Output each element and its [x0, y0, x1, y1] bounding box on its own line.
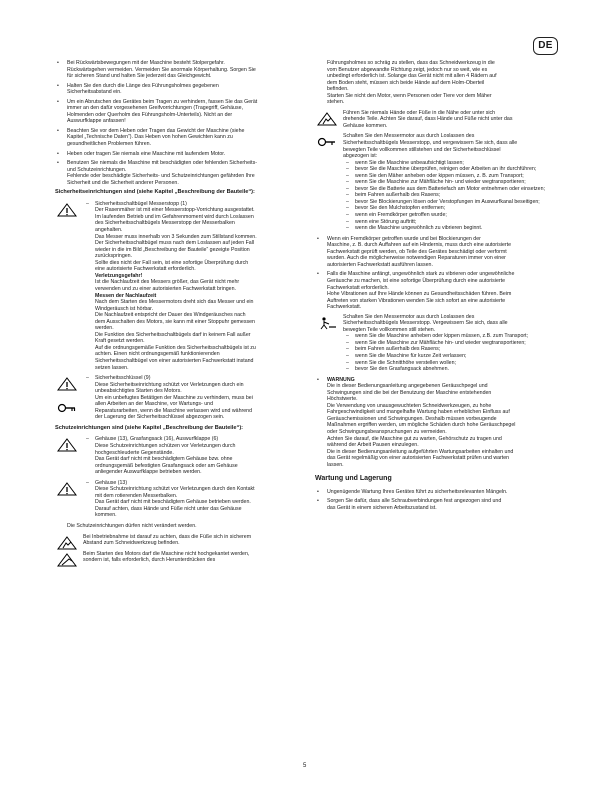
- text-line: Das Gerät darf nicht mit beschädigtem Gehäuse bzw. ohne: [95, 456, 233, 463]
- dash-item: – wenn Sie den Mäher anheben oder kippen müssen, z. B. zum Transport;: [343, 173, 565, 180]
- item-starting-tilt: [55, 551, 305, 564]
- text-line: autorisierten Fachwerkstatt ausführen lassen.: [327, 261, 433, 268]
- text-line: dem Boden steht, müssen sich beide Hände auf dem Holm-Oberteil: [327, 79, 485, 86]
- text-line: während der Arbeit Pausen einzulegen.: [327, 442, 419, 449]
- text-line: angehalten.: [95, 227, 123, 234]
- bullet-damaged-safety: [55, 160, 305, 186]
- text-line: Diese Schutzeinrichtung schützt vor Verletzungen durch den Kontakt: [95, 486, 255, 493]
- text-line: Die in dieser Bedienungsanleitung aufgeführten Wartungsarbeiten einhalten und: [327, 448, 514, 455]
- housing-contact-warning-icon: [57, 482, 77, 496]
- text-line: Kraft gesetzt werden.: [95, 338, 145, 345]
- text-line: Kapitel „Technische Daten“). Das Heben von hohen Gewichten kann zu: [67, 134, 233, 141]
- text-line: Führen Sie niemals Hände oder Füße in die Nähe oder unter sich: [343, 109, 496, 116]
- text-line: • Beachten Sie vor dem Heben oder Tragen das Gewicht der Maschine (siehe: [67, 127, 245, 134]
- stop-conditions-list-2: [343, 333, 565, 372]
- text-line: Auswurfklappe anfassen!: [67, 118, 126, 125]
- text-line: – Sicherheitsschaltbügel Messerstopp (1): [95, 200, 187, 207]
- text-line: • Halten Sie den durch die Länge des Führungsholmes gegebenen: [67, 82, 219, 89]
- text-line: Fachwerkstatt.: [327, 304, 362, 311]
- text-line: Geräuschemissionen und Schwingungen. Deshalb müssen vorbeugende: [327, 415, 497, 422]
- text-line: Sollte dies nicht der Fall sein, ist eine sofortige Überprüfung durch: [95, 259, 249, 266]
- injury-risk-label: Verletzungsgefahr!: [95, 272, 143, 279]
- warning-title: • WARNUNG: [327, 376, 355, 383]
- text-line: Auf die ordnungsgemäße Funktion des Sicherheitsschaltbügels ist zu: [95, 344, 256, 351]
- text-line: und Schutzeinrichtungen.: [67, 166, 127, 173]
- text-line: Sicherheitsschaltbügel von einer autorisierten Fachwerkstatt instand: [95, 357, 254, 364]
- dash-item: – wenn eine Störung auftritt;: [343, 219, 565, 226]
- stop-blade-motor-text: [343, 133, 565, 231]
- text-line: Fachwerkstatt geprüft werden, ob Teile des Gerätes beschädigt oder verformt: [327, 248, 507, 255]
- bullet-warning: [315, 377, 565, 469]
- left-column: [55, 60, 305, 568]
- text-line: Sicherheitsschaltbügels Messerstopp. Vergewissern Sie sich, dass alle: [343, 320, 508, 327]
- runout-time-label: Messen der Nachlaufzeit: [95, 292, 157, 299]
- text-line: sondern ist, falls erforderlich, durch Herunterdrücken des: [83, 557, 216, 564]
- text-line: Auftreten von starken Vibrationen wenden Sie sich sofort an eine autorisierte: [327, 297, 506, 304]
- text-line: dem Ausschalten des Motors, sie kann mit einer Stoppuhr gemessen: [95, 318, 255, 325]
- text-line: anliegender Auswurfklappe betrieben werden.: [95, 469, 202, 476]
- text-line: Höchstwerte.: [327, 396, 358, 403]
- text-line: abgezogen ist:: [343, 153, 378, 160]
- item-housing: [55, 480, 305, 519]
- dash-item: – bevor Sie die Maschine überprüfen, reinigen oder Arbeiten an ihr durchführen;: [343, 166, 565, 173]
- safety-key-warning-icon: [57, 377, 77, 391]
- item-blade-stop: [55, 201, 305, 371]
- page-number: 5: [303, 763, 307, 769]
- text-line: Hohe Vibrationen auf Ihre Hände können zu Gesundheitsschäden führen. Beim: [327, 291, 512, 298]
- text-line: lassen.: [327, 461, 344, 468]
- stop-motor-2-text: [343, 314, 565, 373]
- text-line: allen Arbeiten an der Maschine, vor Wartungs- und: [95, 401, 213, 408]
- text-line: – Gehäuse (13), Grasfangsack (16), Auswurfklappe (6): [95, 436, 219, 443]
- text-line: Der Rasenmäher ist mit einer Messerstopp-Vorrichtung ausgestattet.: [95, 207, 255, 214]
- text-line: Abstand zum Schneidwerkzeug befinden.: [83, 540, 180, 547]
- text-line: – Sicherheitsschlüssel (9): [95, 375, 151, 382]
- text-line: Maschine, z. B. durch Auffahren auf ein Hindernis, muss durch eine autorisierte: [327, 242, 512, 249]
- handle-tilt-continuation: [315, 60, 565, 106]
- text-line: Schalten Sie den Messermotor aus durch Loslassen des: [343, 133, 475, 140]
- blade-stop-figure-icon: [317, 316, 337, 330]
- key-off-icon: [317, 135, 337, 149]
- text-line: zurückspringen.: [95, 253, 133, 260]
- dash-item: – bevor Sie Blockierungen lösen oder Verstopfungen im Auswurfkanal beseitigen;: [343, 199, 565, 206]
- text-line: • Bei Rückwärtsbewegungen mit der Maschine besteht Stolpergefahr.: [67, 60, 225, 66]
- item-hands-feet: [315, 110, 565, 130]
- text-line: Beim Starten des Motors darf die Maschine nicht hochgekantet werden,: [83, 550, 250, 557]
- dash-item: – wenn Sie die Maschine anheben oder kippen müssen, z.B. zum Transport;: [343, 333, 565, 340]
- text-line: das Gerät regelmäßig von einer autorisierten Fachwerkstatt prüfen und warten: [327, 455, 510, 462]
- text-line: • Heben oder tragen Sie niemals eine Maschine mit laufendem Motor.: [67, 150, 226, 157]
- text-line: • Wenn ein Fremdkörper getroffen wurde und bei Blockierungen der: [327, 235, 481, 242]
- text-line: Holmenden oder Querholm des Führungsholm-Unterteils). Nicht an der: [67, 111, 233, 118]
- dash-item: – wenn Sie die Maschine für kurze Zeit verlassen;: [343, 353, 565, 360]
- dash-item: – beim Fahren außerhalb des Rasens;: [343, 192, 565, 199]
- dash-item: – beim Fahren außerhalb des Rasens;: [343, 346, 565, 353]
- text-line: bewegten Teile vollkommen still stehen.: [343, 326, 436, 333]
- bullet-vibration: [315, 271, 565, 310]
- text-line: wieder in die im Bild „Beschreibung der Bauteile“ gezeigte Position: [95, 246, 250, 253]
- key-icon: [57, 401, 77, 415]
- text-line: Nach dem Starten des Messermotors dreht sich das Messer und ein: [95, 299, 254, 306]
- dash-item: – wenn Sie die Schnitthöhe verstellen wollen;: [343, 360, 565, 367]
- text-line: • Um ein Abrutschen des Gerätes beim Tragen zu verhindern, fassen Sie das Gerät: [67, 98, 258, 105]
- text-line: unbedingt erforderlich ist. Solange das Gerät nicht mit allen 4 Rädern auf: [327, 73, 497, 80]
- text-line: Ist die Nachlaufzeit des Messers größer, das Gerät nicht mehr: [95, 279, 240, 286]
- starting-tilt-text: [83, 551, 305, 564]
- dash-item: – wenn Sie die Maschine unbeaufsichtigt lassen;: [343, 160, 565, 167]
- text-line: Die Verwendung von unausgewuchteten Schneidwerkzeugen, zu hohe: [327, 402, 492, 409]
- text-line: setzen lassen.: [95, 364, 129, 371]
- text-line: drehende Teile. Achten Sie darauf, dass Hände und Füße nicht unter das: [343, 116, 513, 123]
- text-line: Fachwerkstatt erforderlich.: [327, 284, 389, 291]
- starting-tilt-icon: [57, 553, 77, 567]
- bullet-distance: [55, 83, 305, 96]
- text-line: Gehäuse kommen.: [343, 122, 388, 129]
- text-line: – Gehäuse (13): [95, 479, 128, 486]
- bullet-weight: [55, 128, 305, 148]
- text-line: ordnungsgemäß befestigten Grasfangsack oder am Gehäuse: [95, 462, 238, 469]
- bullet-carrying: [55, 99, 305, 125]
- text-line: befinden.: [327, 86, 349, 93]
- item-feet-distance: [55, 534, 305, 547]
- hands-feet-text: [343, 110, 565, 130]
- housing-bag-flap-text: [83, 436, 305, 475]
- text-line: für sicheren Stand und halten Sie jederzeit das Gleichgewicht.: [67, 73, 212, 80]
- language-badge: DE: [533, 37, 558, 55]
- text-line: Windgeräusch ist hörbar.: [95, 305, 154, 312]
- text-line: der Lagerung der Sicherheitsschlüssel abgezogen sein.: [95, 414, 225, 421]
- hands-feet-warning-icon: [317, 112, 337, 126]
- item-stop-motor-2: [315, 314, 565, 373]
- text-line: Die Funktion des Sicherheitsschaltbügels darf in keinem Fall außer: [95, 331, 251, 338]
- text-line: Fahrgeschwindigkeit und mangelhafte Wartung haben erheblichen Einfluss auf: [327, 409, 510, 416]
- feet-distance-text: [83, 534, 305, 547]
- text-line: eine autorisierte Fachwerkstatt erforderlich.: [95, 266, 196, 273]
- text-line: Sicherheit und die Sicherheit anderer Personen.: [67, 179, 179, 186]
- text-line: Bei Inbetriebnahme ist darauf zu achten, dass die Füße sich in sicherem: [83, 533, 252, 540]
- text-line: Die in dieser Bedienungsanleitung angegebenen Geräuschpegel und: [327, 383, 488, 390]
- text-line: Die Nachlaufzeit entspricht der Dauer des Windgeräusches nach: [95, 312, 246, 319]
- text-line: Sicherheitsschaltbügels Messerstopp, und vergewissern Sie sich, dass alle: [343, 140, 518, 147]
- text-line: Fehlende oder beschädigte Sicherheits- und Schutzeinrichtungen gefährden Ihre: [67, 173, 255, 180]
- text-line: Geräusche zu machen, ist eine sofortige Überprüfung durch eine autorisierte: [327, 277, 506, 284]
- text-line: oder Schwingungsbeanspruchungen zu vermeiden.: [327, 428, 447, 435]
- text-line: • Ungenügende Wartung Ihres Gerätes führt zu sicherheitsrelevanten Mängeln.: [327, 488, 508, 495]
- item-key-icon-row: [55, 399, 305, 421]
- text-line: Diese Sicherheitseinrichtung schützt vor Verletzungen durch ein: [95, 381, 244, 388]
- text-line: kommen.: [95, 512, 117, 519]
- text-line: hochgeschleuderte Gegenstände.: [95, 449, 174, 456]
- protective-devices-heading: Schutzeinrichtungen sind (siehe Kapitel „Beschreibung der Bauteile“):: [55, 424, 244, 431]
- dash-item: – bevor Sie den Mulchstopfen entfernen;: [343, 205, 565, 212]
- text-line: Schalten Sie den Messermotor aus durch Loslassen des: [343, 313, 475, 320]
- text-line: Diese Schutzeinrichtungen schützen vor Verletzungen durch: [95, 442, 236, 449]
- text-line: Der Sicherheitsschaltbügel muss nach dem Loslassen auf jeden Fall: [95, 240, 255, 247]
- item-stop-blade-motor: [315, 133, 565, 231]
- dash-item: – wenn Sie die Maschine zur Mähfläche hin- und wieder wegtransportieren;: [343, 179, 565, 186]
- text-line: Maßnahmen ergriffen werden, um mögliche Schäden durch hohe Geräuschpegel: [327, 422, 516, 429]
- text-line: achten. Einen nicht ordnungsgemäß funktionierenden: [95, 351, 220, 358]
- text-line: Darauf achten, dass Hände und Füße nicht unter das Gehäuse: [95, 505, 242, 512]
- text-line: Starten Sie nicht den Motor, wenn Personen oder Tiere vor dem Mäher: [327, 92, 492, 99]
- bullet-lift-running: [55, 151, 305, 158]
- stop-conditions-list: [343, 160, 565, 232]
- text-line: • Sorgen Sie dafür, dass alle Schraubverbindungen fest angezogen sind und: [327, 498, 502, 505]
- dash-item: – wenn die Maschine ungewöhnlich zu vibrieren beginnt.: [343, 225, 565, 232]
- text-line: das Gerät in einem sicheren Arbeitszustand ist.: [327, 504, 437, 511]
- text-line: • Falls die Maschine anfängt, ungewöhnlich stark zu vibrieren oder ungewöhnliche: [327, 271, 515, 278]
- housing-text: [83, 480, 305, 519]
- safety-devices-heading: Sicherheitseinrichtungen sind (siehe Kapitel „Beschreibung der Bauteile“):: [55, 189, 255, 196]
- bullet-insufficient-maintenance: [315, 489, 565, 496]
- text-line: bewegten Teile vollkommen stillstehen und der Sicherheitsschlüssel: [343, 146, 501, 153]
- bullet-foreign-object: [315, 236, 565, 269]
- text-line: mit dem rotierenden Messerbalken.: [95, 492, 178, 499]
- text-line: vom Benutzer abgewandte Richtung zeigt, jedoch nur so weit, wie es: [327, 66, 488, 73]
- text-line: Um ein unbefugtes Betätigen der Maschine zu verhindern, muss bei: [95, 394, 253, 401]
- text-line: verwenden und zu einer autorisierten Fachwerkstatt bringen.: [95, 285, 236, 292]
- text-line: gesundheitlichen Problemen führen.: [67, 141, 152, 148]
- item-housing-bag-flap: [55, 436, 305, 475]
- text-line: • Benutzen Sie niemals die Maschine mit beschädigten oder fehlenden Sicherheits-: [67, 160, 257, 167]
- feet-blade-icon: [57, 536, 77, 550]
- text-line: werden.: [95, 325, 114, 332]
- maintenance-heading: Wartung und Lagerung: [315, 475, 392, 483]
- housing-warning-icon: [57, 438, 77, 452]
- text-line: Reparaturarbeiten, wenn die Maschine verlassen wird und während: [95, 407, 253, 414]
- text-line: wurden. Auch die möglicherweise notwendigen Reparaturen immer von einer: [327, 255, 506, 262]
- text-line: Achten Sie darauf, die Maschine gut zu warten, Gehörschutz zu tragen und: [327, 435, 502, 442]
- text-line: des Sicherheitsschaltbügels Messerstopp der Messerbalken: [95, 220, 235, 227]
- text-line: stehen.: [327, 99, 345, 106]
- dash-item: – wenn ein Fremdkörper getroffen wurde;: [343, 212, 565, 219]
- bullet-tripping: [55, 60, 305, 80]
- dash-item: – bevor Sie die Batterie aus dem Batteriefach am Motor entnehmen oder einsetzen;: [343, 186, 565, 193]
- text-line: Das Messer muss innerhalb von 3 Sekunden zum Stillstand kommen.: [95, 233, 257, 240]
- blade-stop-text: [83, 201, 305, 371]
- bullet-screws: [315, 498, 565, 511]
- text-line: Führungsholmes so schräg zu stellen, dass das Schneidwerkzeug in die: [327, 60, 495, 66]
- no-modification-note: Die Schutzeinrichtungen dürfen nicht verändert werden.: [67, 523, 197, 529]
- dash-item: – bevor Sie den Grasfangsack abnehmen.: [343, 366, 565, 373]
- dash-item: – wenn Sie die Maschine zur Mähfläche hin- und wieder wegtransportieren;: [343, 340, 565, 347]
- text-line: Schwingungen sind die bei der Benutzung der Maschine entstehenden: [327, 389, 492, 396]
- text-line: Rückwärtsgehen vermeiden. Vermeiden Sie anormale Körperhaltung. Sorgen Sie: [67, 66, 256, 73]
- text-line: unbeabsichtigtes Starten des Motors.: [95, 388, 182, 395]
- text-line: Im laufenden Betrieb und im Gefahrenmoment wird durch Loslassen: [95, 213, 254, 220]
- right-column: [315, 60, 565, 514]
- warning-text: [327, 383, 565, 468]
- blade-stop-warning-icon: [57, 203, 77, 217]
- text-line: immer an den dafür vorgesehenen Greifvorrichtungen (Tragegriff, Gehäuse,: [67, 105, 243, 112]
- text-line: Sicherheitsabstand ein.: [67, 89, 122, 96]
- text-line: Das Gerät darf nicht mit beschädigtem Gehäuse betrieben werden.: [95, 499, 251, 506]
